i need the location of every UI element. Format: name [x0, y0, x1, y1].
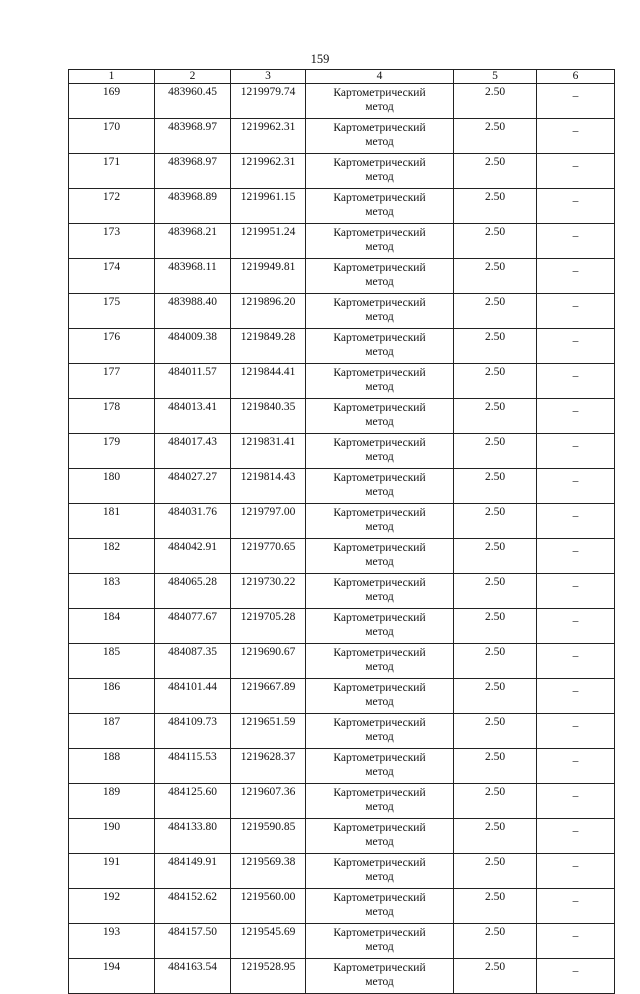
x-coordinate-cell: 484149.91: [155, 854, 231, 889]
method-line-1: Картометрический: [333, 402, 426, 414]
table-row: [69, 574, 615, 609]
method-line-1: Картометрический: [333, 822, 426, 834]
note-cell: –: [537, 399, 615, 434]
accuracy-cell: 2.50: [454, 364, 537, 399]
point-number-cell: 179: [69, 434, 155, 469]
method-line-1: Картометрический: [333, 367, 426, 379]
y-coordinate-cell: 1219962.31: [231, 154, 306, 189]
method-cell: [306, 329, 454, 364]
y-coordinate-cell: 1219690.67: [231, 644, 306, 679]
y-coordinate-cell: 1219951.24: [231, 224, 306, 259]
method-cell: [306, 504, 454, 539]
method-cell: [306, 644, 454, 679]
method-line-1: Картометрический: [333, 227, 426, 239]
column-header-3: 3: [231, 70, 306, 84]
note-cell: –: [537, 329, 615, 364]
y-coordinate-cell: 1219949.81: [231, 259, 306, 294]
method-cell: [306, 399, 454, 434]
x-coordinate-cell: 483968.21: [155, 224, 231, 259]
accuracy-cell: 2.50: [454, 329, 537, 364]
x-coordinate-cell: 484101.44: [155, 679, 231, 714]
point-number-cell: 169: [69, 84, 155, 119]
note-cell: –: [537, 784, 615, 819]
point-number-cell: 190: [69, 819, 155, 854]
note-cell: –: [537, 119, 615, 154]
method-cell: [306, 224, 454, 259]
accuracy-cell: 2.50: [454, 749, 537, 784]
accuracy-cell: 2.50: [454, 679, 537, 714]
table-row: [69, 189, 615, 224]
method-cell: [306, 784, 454, 819]
accuracy-cell: 2.50: [454, 504, 537, 539]
method-line-2: метод: [365, 871, 394, 883]
method-cell: [306, 434, 454, 469]
y-coordinate-cell: 1219628.37: [231, 749, 306, 784]
y-coordinate-cell: 1219831.41: [231, 434, 306, 469]
note-cell: –: [537, 84, 615, 119]
accuracy-cell: 2.50: [454, 644, 537, 679]
column-header-1: 1: [69, 70, 155, 84]
note-cell: –: [537, 679, 615, 714]
table-row: [69, 119, 615, 154]
table-row: [69, 154, 615, 189]
accuracy-cell: 2.50: [454, 924, 537, 959]
method-line-1: Картометрический: [333, 962, 426, 974]
method-line-2: метод: [365, 276, 394, 288]
method-cell: [306, 924, 454, 959]
method-line-2: метод: [365, 171, 394, 183]
table-row: [69, 539, 615, 574]
method-cell: [306, 609, 454, 644]
accuracy-cell: 2.50: [454, 784, 537, 819]
y-coordinate-cell: 1219730.22: [231, 574, 306, 609]
note-cell: –: [537, 539, 615, 574]
y-coordinate-cell: 1219979.74: [231, 84, 306, 119]
point-number-cell: 183: [69, 574, 155, 609]
method-line-1: Картометрический: [333, 262, 426, 274]
x-coordinate-cell: 484031.76: [155, 504, 231, 539]
table-body: [69, 84, 615, 994]
point-number-cell: 194: [69, 959, 155, 994]
accuracy-cell: 2.50: [454, 889, 537, 924]
x-coordinate-cell: 484017.43: [155, 434, 231, 469]
x-coordinate-cell: 484065.28: [155, 574, 231, 609]
y-coordinate-cell: 1219840.35: [231, 399, 306, 434]
y-coordinate-cell: 1219844.41: [231, 364, 306, 399]
point-number-cell: 176: [69, 329, 155, 364]
x-coordinate-cell: 484013.41: [155, 399, 231, 434]
y-coordinate-cell: 1219962.31: [231, 119, 306, 154]
y-coordinate-cell: 1219560.00: [231, 889, 306, 924]
method-cell: [306, 714, 454, 749]
point-number-cell: 187: [69, 714, 155, 749]
x-coordinate-cell: 483968.97: [155, 154, 231, 189]
y-coordinate-cell: 1219705.28: [231, 609, 306, 644]
method-line-2: метод: [365, 451, 394, 463]
accuracy-cell: 2.50: [454, 574, 537, 609]
y-coordinate-cell: 1219961.15: [231, 189, 306, 224]
method-line-2: метод: [365, 626, 394, 638]
header-row: [69, 70, 615, 84]
point-number-cell: 193: [69, 924, 155, 959]
y-coordinate-cell: 1219667.89: [231, 679, 306, 714]
method-line-2: метод: [365, 136, 394, 148]
method-line-1: Картометрический: [333, 927, 426, 939]
note-cell: –: [537, 889, 615, 924]
method-line-2: метод: [365, 381, 394, 393]
method-cell: [306, 819, 454, 854]
page-number: 159: [310, 52, 330, 66]
column-header-4: 4: [306, 70, 454, 84]
accuracy-cell: 2.50: [454, 469, 537, 504]
method-cell: [306, 259, 454, 294]
method-line-2: метод: [365, 801, 394, 813]
x-coordinate-cell: 484125.60: [155, 784, 231, 819]
accuracy-cell: 2.50: [454, 259, 537, 294]
method-line-1: Картометрический: [333, 857, 426, 869]
point-number-cell: 178: [69, 399, 155, 434]
method-line-2: метод: [365, 521, 394, 533]
note-cell: –: [537, 259, 615, 294]
table-row: [69, 294, 615, 329]
y-coordinate-cell: 1219849.28: [231, 329, 306, 364]
method-line-2: метод: [365, 906, 394, 918]
x-coordinate-cell: 484109.73: [155, 714, 231, 749]
table-row: [69, 364, 615, 399]
point-number-cell: 188: [69, 749, 155, 784]
table-row: [69, 679, 615, 714]
note-cell: –: [537, 749, 615, 784]
table-row: [69, 224, 615, 259]
method-line-2: метод: [365, 661, 394, 673]
method-line-2: метод: [365, 976, 394, 988]
note-cell: –: [537, 819, 615, 854]
x-coordinate-cell: 483968.97: [155, 119, 231, 154]
x-coordinate-cell: 484157.50: [155, 924, 231, 959]
method-cell: [306, 679, 454, 714]
note-cell: –: [537, 434, 615, 469]
table-row: [69, 924, 615, 959]
method-line-1: Картометрический: [333, 87, 426, 99]
method-line-2: метод: [365, 731, 394, 743]
x-coordinate-cell: 484087.35: [155, 644, 231, 679]
x-coordinate-cell: 484027.27: [155, 469, 231, 504]
x-coordinate-cell: 484077.67: [155, 609, 231, 644]
method-line-1: Картометрический: [333, 752, 426, 764]
point-number-cell: 171: [69, 154, 155, 189]
method-cell: [306, 749, 454, 784]
column-header-6: 6: [537, 70, 615, 84]
method-line-1: Картометрический: [333, 682, 426, 694]
method-line-1: Картометрический: [333, 577, 426, 589]
point-number-cell: 172: [69, 189, 155, 224]
y-coordinate-cell: 1219770.65: [231, 539, 306, 574]
method-line-2: метод: [365, 486, 394, 498]
table-row: [69, 644, 615, 679]
table-row: [69, 889, 615, 924]
point-number-cell: 185: [69, 644, 155, 679]
point-number-cell: 189: [69, 784, 155, 819]
table-row: [69, 959, 615, 994]
table-row: [69, 819, 615, 854]
method-cell: [306, 189, 454, 224]
method-line-2: метод: [365, 556, 394, 568]
method-line-2: метод: [365, 941, 394, 953]
method-line-1: Картометрический: [333, 892, 426, 904]
method-line-2: метод: [365, 206, 394, 218]
point-number-cell: 174: [69, 259, 155, 294]
method-line-1: Картометрический: [333, 157, 426, 169]
method-line-1: Картометрический: [333, 437, 426, 449]
y-coordinate-cell: 1219545.69: [231, 924, 306, 959]
method-cell: [306, 574, 454, 609]
note-cell: –: [537, 224, 615, 259]
column-header-5: 5: [454, 70, 537, 84]
y-coordinate-cell: 1219896.20: [231, 294, 306, 329]
point-number-cell: 191: [69, 854, 155, 889]
method-line-1: Картометрический: [333, 647, 426, 659]
accuracy-cell: 2.50: [454, 119, 537, 154]
accuracy-cell: 2.50: [454, 854, 537, 889]
method-line-1: Картометрический: [333, 612, 426, 624]
method-cell: [306, 154, 454, 189]
note-cell: –: [537, 504, 615, 539]
accuracy-cell: 2.50: [454, 539, 537, 574]
method-line-2: метод: [365, 346, 394, 358]
method-cell: [306, 889, 454, 924]
table-row: [69, 784, 615, 819]
point-number-cell: 192: [69, 889, 155, 924]
x-coordinate-cell: 484133.80: [155, 819, 231, 854]
method-cell: [306, 959, 454, 994]
method-cell: [306, 84, 454, 119]
method-line-1: Картометрический: [333, 332, 426, 344]
accuracy-cell: 2.50: [454, 959, 537, 994]
point-number-cell: 177: [69, 364, 155, 399]
point-number-cell: 175: [69, 294, 155, 329]
method-line-2: метод: [365, 696, 394, 708]
accuracy-cell: 2.50: [454, 189, 537, 224]
table-row: [69, 329, 615, 364]
point-number-cell: 173: [69, 224, 155, 259]
note-cell: –: [537, 154, 615, 189]
note-cell: –: [537, 574, 615, 609]
method-cell: [306, 539, 454, 574]
method-line-1: Картометрический: [333, 297, 426, 309]
method-line-2: метод: [365, 416, 394, 428]
accuracy-cell: 2.50: [454, 714, 537, 749]
note-cell: –: [537, 644, 615, 679]
accuracy-cell: 2.50: [454, 399, 537, 434]
note-cell: –: [537, 609, 615, 644]
table-row: [69, 749, 615, 784]
coordinates-table: [68, 69, 615, 994]
point-number-cell: 181: [69, 504, 155, 539]
point-number-cell: 182: [69, 539, 155, 574]
note-cell: –: [537, 189, 615, 224]
method-line-2: метод: [365, 101, 394, 113]
table-row: [69, 434, 615, 469]
accuracy-cell: 2.50: [454, 84, 537, 119]
table-row: [69, 854, 615, 889]
method-line-1: Картометрический: [333, 122, 426, 134]
table-row: [69, 259, 615, 294]
method-line-2: метод: [365, 591, 394, 603]
method-line-1: Картометрический: [333, 542, 426, 554]
x-coordinate-cell: 484009.38: [155, 329, 231, 364]
accuracy-cell: 2.50: [454, 294, 537, 329]
x-coordinate-cell: 484115.53: [155, 749, 231, 784]
column-header-2: 2: [155, 70, 231, 84]
method-cell: [306, 119, 454, 154]
table-row: [69, 609, 615, 644]
table-row: [69, 399, 615, 434]
x-coordinate-cell: 483968.11: [155, 259, 231, 294]
x-coordinate-cell: 483960.45: [155, 84, 231, 119]
method-cell: [306, 364, 454, 399]
x-coordinate-cell: 484042.91: [155, 539, 231, 574]
y-coordinate-cell: 1219814.43: [231, 469, 306, 504]
method-line-2: метод: [365, 311, 394, 323]
accuracy-cell: 2.50: [454, 154, 537, 189]
point-number-cell: 170: [69, 119, 155, 154]
point-number-cell: 184: [69, 609, 155, 644]
method-cell: [306, 294, 454, 329]
y-coordinate-cell: 1219528.95: [231, 959, 306, 994]
y-coordinate-cell: 1219590.85: [231, 819, 306, 854]
note-cell: –: [537, 469, 615, 504]
note-cell: –: [537, 364, 615, 399]
note-cell: –: [537, 924, 615, 959]
method-line-2: метод: [365, 836, 394, 848]
note-cell: –: [537, 714, 615, 749]
accuracy-cell: 2.50: [454, 609, 537, 644]
accuracy-cell: 2.50: [454, 434, 537, 469]
y-coordinate-cell: 1219607.36: [231, 784, 306, 819]
point-number-cell: 180: [69, 469, 155, 504]
method-cell: [306, 854, 454, 889]
method-line-1: Картометрический: [333, 507, 426, 519]
x-coordinate-cell: 484011.57: [155, 364, 231, 399]
method-line-2: метод: [365, 241, 394, 253]
x-coordinate-cell: 483968.89: [155, 189, 231, 224]
method-line-1: Картометрический: [333, 472, 426, 484]
method-cell: [306, 469, 454, 504]
x-coordinate-cell: 484152.62: [155, 889, 231, 924]
y-coordinate-cell: 1219797.00: [231, 504, 306, 539]
method-line-2: метод: [365, 766, 394, 778]
accuracy-cell: 2.50: [454, 224, 537, 259]
note-cell: –: [537, 854, 615, 889]
x-coordinate-cell: 483988.40: [155, 294, 231, 329]
accuracy-cell: 2.50: [454, 819, 537, 854]
x-coordinate-cell: 484163.54: [155, 959, 231, 994]
table-row: [69, 714, 615, 749]
table-row: [69, 84, 615, 119]
table-row: [69, 504, 615, 539]
y-coordinate-cell: 1219569.38: [231, 854, 306, 889]
method-line-1: Картометрический: [333, 787, 426, 799]
note-cell: –: [537, 959, 615, 994]
point-number-cell: 186: [69, 679, 155, 714]
table-row: [69, 469, 615, 504]
note-cell: –: [537, 294, 615, 329]
y-coordinate-cell: 1219651.59: [231, 714, 306, 749]
method-line-1: Картометрический: [333, 192, 426, 204]
method-line-1: Картометрический: [333, 717, 426, 729]
